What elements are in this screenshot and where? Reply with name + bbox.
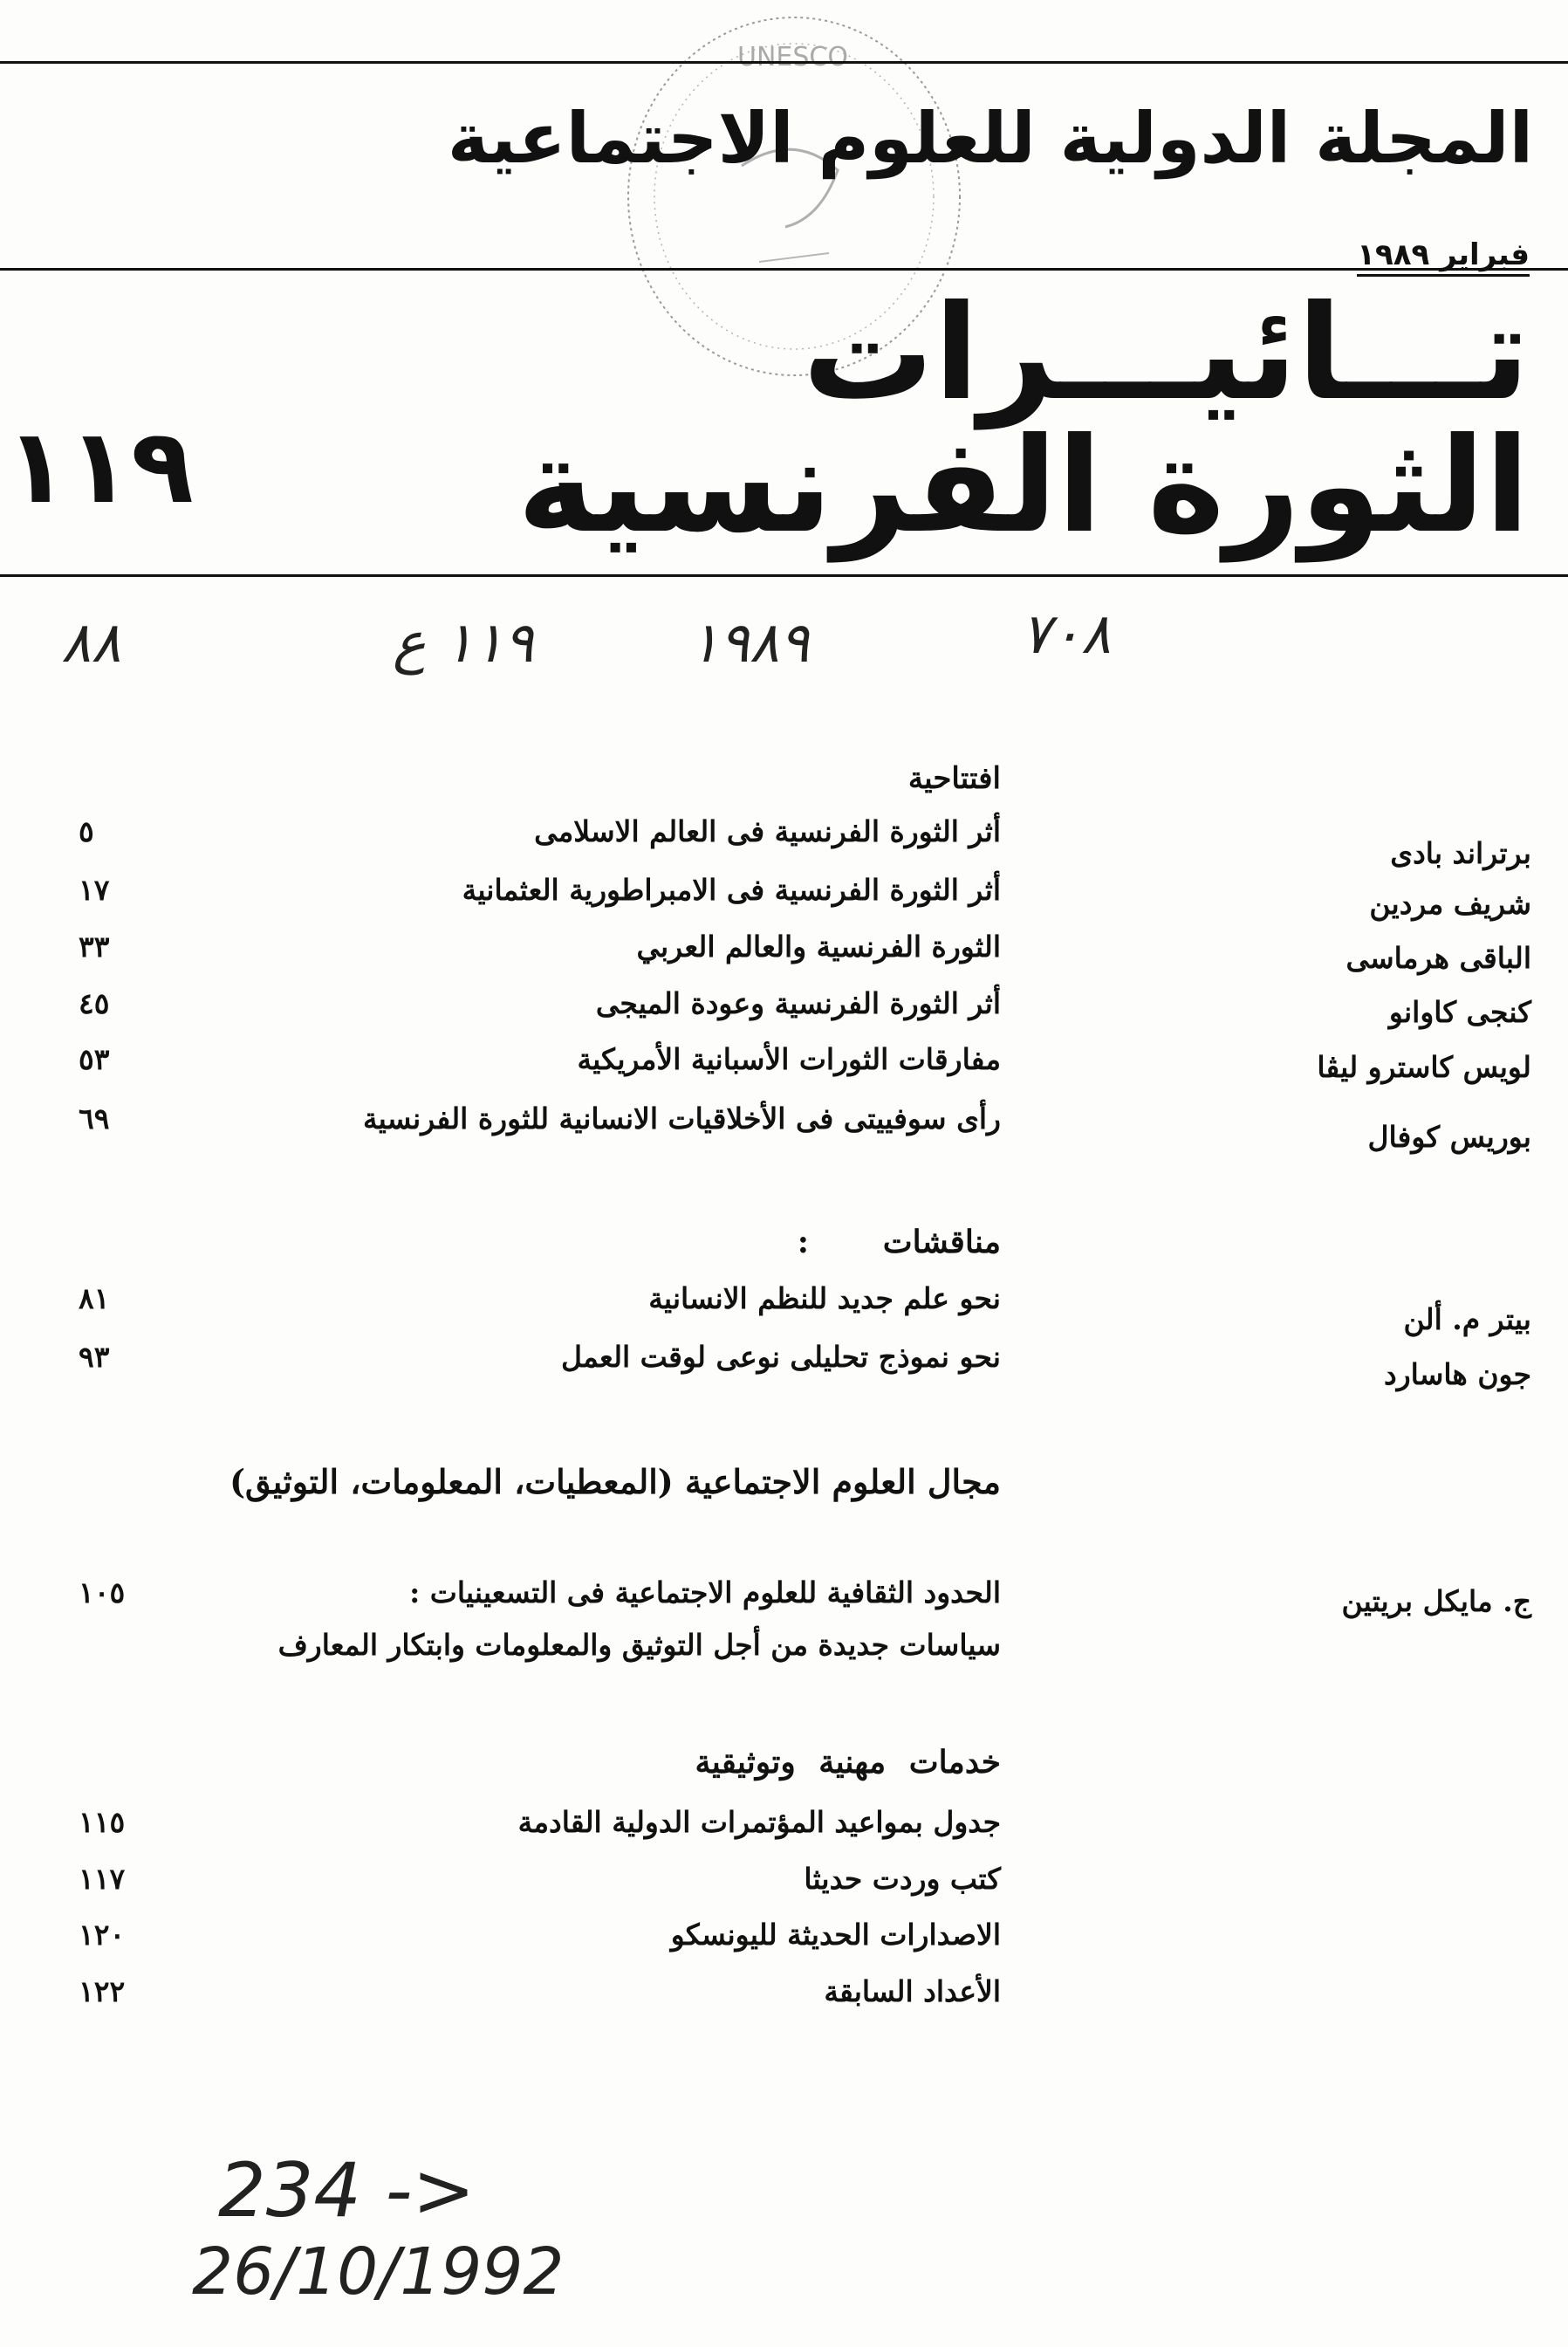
issue-theme-line-2: الثورة الفرنسية (517, 410, 1530, 562)
toc-page-number: ١٢٢ (79, 1974, 126, 2008)
toc-title: أثر الثورة الفرنسية فى الامبراطورية العثمانية (462, 873, 1001, 907)
field-heading: مجال العلوم الاجتماعية (المعطيات، المعلومات، التوثيق) (229, 1462, 1001, 1501)
issue-theme-line-1: تـــائيـــرات (802, 278, 1530, 429)
top-rule (0, 61, 1568, 64)
toc-page-number: ١٧ (79, 873, 110, 907)
toc-author: برتراند بادى (1390, 836, 1531, 870)
catalog-note-part-1: ٨٨ (61, 611, 121, 676)
toc-title: الاصدارات الحديثة لليونسكو (670, 1918, 1001, 1952)
catalog-note-part-3: ١٩٨٩ (689, 611, 810, 676)
issue-date: فبراير ١٩٨٩ (1357, 237, 1530, 277)
toc-page-number: ١٢٠ (79, 1918, 126, 1952)
discussions-heading: مناقشات (882, 1224, 1001, 1260)
toc-author: بوريس كوفال (1367, 1120, 1531, 1154)
toc-page-number: ٥ (79, 814, 94, 848)
editorial-heading: افتتاحية (907, 761, 1001, 796)
theme-rule (0, 574, 1568, 577)
handwritten-note-line-1: 234 -> (218, 2147, 476, 2234)
toc-title: الأعداد السابقة (824, 1974, 1001, 2008)
toc-title: نحو نموذج تحليلى نوعى لوقت العمل (560, 1340, 1001, 1374)
toc-title: مفارقات الثورات الأسبانية الأمريكية (577, 1042, 1001, 1076)
toc-author: جون هاسارد (1384, 1357, 1531, 1391)
handwritten-note-line-2: 26/10/1992 (192, 2234, 565, 2309)
toc-title: الثورة الفرنسية والعالم العربي (636, 930, 1001, 964)
toc-page-number: ٨١ (79, 1281, 110, 1315)
toc-title: رأى سوفييتى فى الأخلاقيات الانسانية للثورة الفرنسية (362, 1101, 1001, 1136)
toc-title: جدول بمواعيد المؤتمرات الدولية القادمة (517, 1805, 1001, 1839)
toc-title: أثر الثورة الفرنسية وعودة الميجى (595, 986, 1001, 1020)
toc-page-number: ٦٩ (79, 1101, 110, 1136)
stamp-text: UNESCO (737, 42, 848, 72)
toc-page-number: ٥٣ (79, 1042, 110, 1076)
header-rule (0, 268, 1568, 271)
discussions-colon: : (797, 1224, 809, 1260)
toc-author: ج. مايكل بريتين (1341, 1584, 1531, 1618)
toc-page-number: ١٠٥ (79, 1575, 126, 1609)
journal-title: المجلة الدولية للعلوم الاجتماعية (447, 98, 1533, 179)
toc-page-number: ٣٣ (79, 930, 110, 964)
catalog-note-part-2: ١١٩ ع (393, 611, 534, 676)
catalog-note-part-4: ٧٠٨ (1021, 602, 1112, 667)
services-heading: خدمات مهنية وتوثيقية (695, 1744, 1001, 1781)
toc-page-number: ٩٣ (79, 1340, 110, 1374)
toc-author: الباقى هرماسى (1345, 941, 1531, 975)
toc-page-number: ٤٥ (79, 986, 110, 1020)
toc-title: كتب وردت حديثا (804, 1862, 1001, 1896)
toc-title-line-1: الحدود الثقافية للعلوم الاجتماعية فى التسعينيات : (409, 1575, 1001, 1609)
toc-title: نحو علم جديد للنظم الانسانية (648, 1281, 1001, 1315)
issue-number: ١١٩ (5, 406, 195, 526)
toc-page-number: ١١٥ (79, 1805, 126, 1839)
toc-author: شريف مردين (1369, 887, 1531, 921)
toc-author: كنجى كاوانو (1388, 995, 1531, 1029)
toc-page-number: ١١٧ (79, 1862, 126, 1896)
toc-title-line-2: سياسات جديدة من أجل التوثيق والمعلومات وابتكار المعارف (277, 1628, 1001, 1662)
toc-title: أثر الثورة الفرنسية فى العالم الاسلامى (534, 814, 1001, 848)
toc-author: بيتر م. ألن (1403, 1302, 1531, 1336)
toc-author: لويس كاسترو ليڤا (1317, 1050, 1531, 1084)
